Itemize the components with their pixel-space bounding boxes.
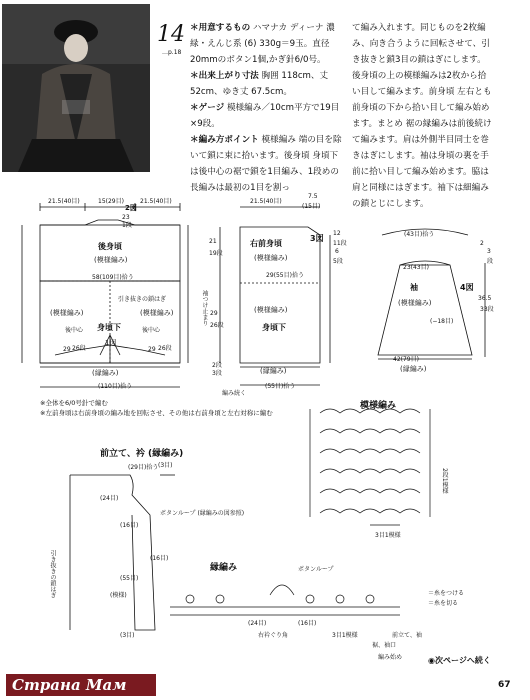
sleeve-lines <box>360 215 530 365</box>
front-dim-21: 21 <box>209 238 217 245</box>
points-text: 模様編み 端の目を除いて鎖に束に拾います。後身頃 身頃下は後中心の裾で鎖を1目編み、1段めの長編みは最初の1目を割っ <box>190 135 342 193</box>
front-detail-pull-note: 引き抜きの鎖はぎ <box>49 550 56 598</box>
edge-button-loop: ボタンループ <box>298 566 334 573</box>
sleeve-pattern-label: (模様編み) <box>398 299 432 307</box>
front-continue: 編み続く <box>222 390 247 397</box>
materials-text: ハマナカ ディーナ 濃緑・えんじ系 (6) 330g＝9玉。直径20mmのボタン1個,かぎ針6/0号。 <box>190 23 335 65</box>
continue-note: ◉次ページへ続く <box>428 656 491 665</box>
back-center-right: 後中心 <box>142 327 161 334</box>
sleeve-decrease: (−18目) <box>430 318 454 325</box>
front-detail-3b: (3目) <box>158 462 173 469</box>
pattern-chart <box>300 405 460 535</box>
sleeve-edge-3: 3 <box>487 248 491 255</box>
edge-legend-cut: ＝糸を切る <box>428 600 459 607</box>
back-lower-title: 身頃下 <box>97 323 121 332</box>
pattern-number: 14 <box>157 22 185 47</box>
sleeve-top-pickup: (43目)拾う <box>404 231 435 238</box>
back-pattern-label: (模様編み) <box>94 256 128 264</box>
sleeve-edge-rows: 段 <box>487 258 494 265</box>
back-dim-right: 21.5(40目) <box>140 198 172 205</box>
front-dim-6: 6 <box>335 248 339 255</box>
sleeve-fig4: 4図 <box>460 283 474 292</box>
front-dim-width: 21.5(40目) <box>250 198 282 205</box>
gauge-text: 模様編み／10cm平方で19目×9段。 <box>190 103 340 129</box>
front-title: 右前身頃 <box>250 239 282 248</box>
sleeve-edge-2: 2 <box>480 240 484 247</box>
front-fig3: 3図 <box>310 234 324 243</box>
front-dim-neck-stitches: (15目) <box>302 203 321 210</box>
back-dim-rows-2: 23 <box>122 214 130 221</box>
front-hem: (縁編み) <box>260 367 287 375</box>
front-dim-19: 19段 <box>209 250 223 257</box>
front-dim-26: 26段 <box>210 322 224 329</box>
front-dim-2rows: 2段 <box>212 362 222 369</box>
instructions-right: て編み入れます。同じものを2枚編み、向き合うように回転させて、引き抜きと鎖3目の鎖はぎにします。後身頃の上の模様編みは2枚から拾い目して編みます。前身頃 左右とも前身頃の下から拾い目して編み始めます。まとめ 裾の縁編みは前後続けて編みます。肩は外側半目同士を巻きはぎにします。袖は身頃の裏を手前に拾い目して編み始めます。脇は肩と同様にはぎます。袖下は細編みの鎖とじにします。 <box>352 23 492 209</box>
back-lower-pattern-left: (模様編み) <box>50 309 84 317</box>
back-dim-26-right: 26段 <box>158 345 172 352</box>
front-detail-shape: (模様) <box>110 592 127 599</box>
front-dim-12: 12 <box>333 230 341 237</box>
pattern-chart-title: 模様編み <box>360 401 397 411</box>
front-detail-16b: (16目) <box>150 555 169 562</box>
edge-next-count: (16目) <box>298 620 317 627</box>
edge-right-corner: 右衿ぐり角 <box>258 632 289 639</box>
back-dim-26-left: 26段 <box>72 345 86 352</box>
back-fig1: 1図 <box>105 339 117 347</box>
page-number: 67 <box>498 680 511 690</box>
front-dim-11: 11段 <box>333 240 347 247</box>
edge-one-pattern: 3目1模様 <box>332 632 358 639</box>
front-dim-neck: 7.5 <box>308 193 318 200</box>
back-dim-29-left: 29 <box>63 346 71 353</box>
edge-start-count: (24目) <box>248 620 267 627</box>
sleeve-rows: 33段 <box>480 306 494 313</box>
sleeve-title: 袖 <box>410 283 418 292</box>
front-pickup: 29(55目)拾う <box>266 272 304 279</box>
materials-title: ＊用意するもの <box>190 23 251 33</box>
back-dim-rows-1: 1段 <box>122 222 132 229</box>
front-detail-16a: (16目) <box>120 522 139 529</box>
front-lower-pattern: (模様編み) <box>254 306 288 314</box>
pattern-repeat-label: 3目1模様 <box>375 532 401 539</box>
watermark-logo: Страна Мам <box>6 674 156 696</box>
sleeve-length: 36.5 <box>478 295 492 302</box>
front-dim-5: 5段 <box>333 258 343 265</box>
front-dim-29: 29 <box>210 310 218 317</box>
back-pickup: 58(109目)拾う <box>92 274 134 281</box>
page-reference: …p.18 <box>162 49 182 56</box>
back-title: 後身頃 <box>98 242 122 251</box>
sleeve-top-width: 23(43目) <box>403 264 429 271</box>
back-bottom-pickup: (110目)拾う <box>98 383 133 390</box>
model-photo-illustration <box>2 4 150 172</box>
note-needle: ※全体を6/0号針で編む <box>40 399 108 407</box>
model-photo <box>2 4 150 172</box>
back-dim-29-right: 29 <box>148 346 156 353</box>
back-lower-pattern-right: (模様編み) <box>140 309 174 317</box>
edge-start-label: 編み始め <box>378 654 403 661</box>
back-top-figure: 2図 <box>125 204 137 212</box>
edge-chart <box>160 575 420 625</box>
back-hem: (縁編み) <box>92 369 119 377</box>
front-pattern-label: (模様編み) <box>254 254 288 262</box>
note-left-front: ※左前身頃は右前身頃の編み地を回転させ、その他は右前身頃と左右対称に編む <box>40 409 273 417</box>
sleeve-hem: (縁編み) <box>400 365 427 373</box>
edge-front-label: 前立て、袖 <box>392 632 422 639</box>
edge-body-label: 裾、袖口 <box>372 642 397 649</box>
size-title: ＊出来上がり寸法 <box>190 71 259 81</box>
front-detail-top: (29目)拾う <box>128 464 159 471</box>
front-detail-24: (24目) <box>100 495 119 502</box>
sleeve-bottom: 42(79目) <box>393 356 419 363</box>
front-lower-title: 身頃下 <box>262 323 286 332</box>
back-pull-note: 引き抜きの鎖はぎ <box>118 296 167 303</box>
edge-chart-title: 縁編み <box>210 563 238 573</box>
size-text: 胸囲 118cm、丈52cm、ゆき丈 67.5cm。 <box>190 71 329 97</box>
edge-legend-join: ＝糸をつける <box>428 590 465 597</box>
front-dim-3rows: 3段 <box>212 370 222 377</box>
front-detail-button-loop: ボタンループ (縁編みの図参照) <box>160 510 245 517</box>
front-armhole-stop: 袖つけ止まり <box>201 290 208 326</box>
instructions-left <box>190 20 345 196</box>
points-title: ＊編み方ポイント <box>190 135 259 145</box>
back-dim-left: 21.5(40目) <box>48 198 80 205</box>
gauge-title: ＊ゲージ <box>190 103 225 113</box>
front-bottom-pickup: (55目)拾う <box>265 383 296 390</box>
back-center-left: 後中心 <box>65 327 84 334</box>
front-detail-3a: (3目) <box>120 632 135 639</box>
pattern-rows-label: 2段1模様 <box>441 468 448 494</box>
front-detail-55: (55目) <box>120 575 139 582</box>
front-detail-title: 前立て、衿 (縁編み) <box>100 449 184 459</box>
back-dim-center: 15(29目) <box>98 198 124 205</box>
